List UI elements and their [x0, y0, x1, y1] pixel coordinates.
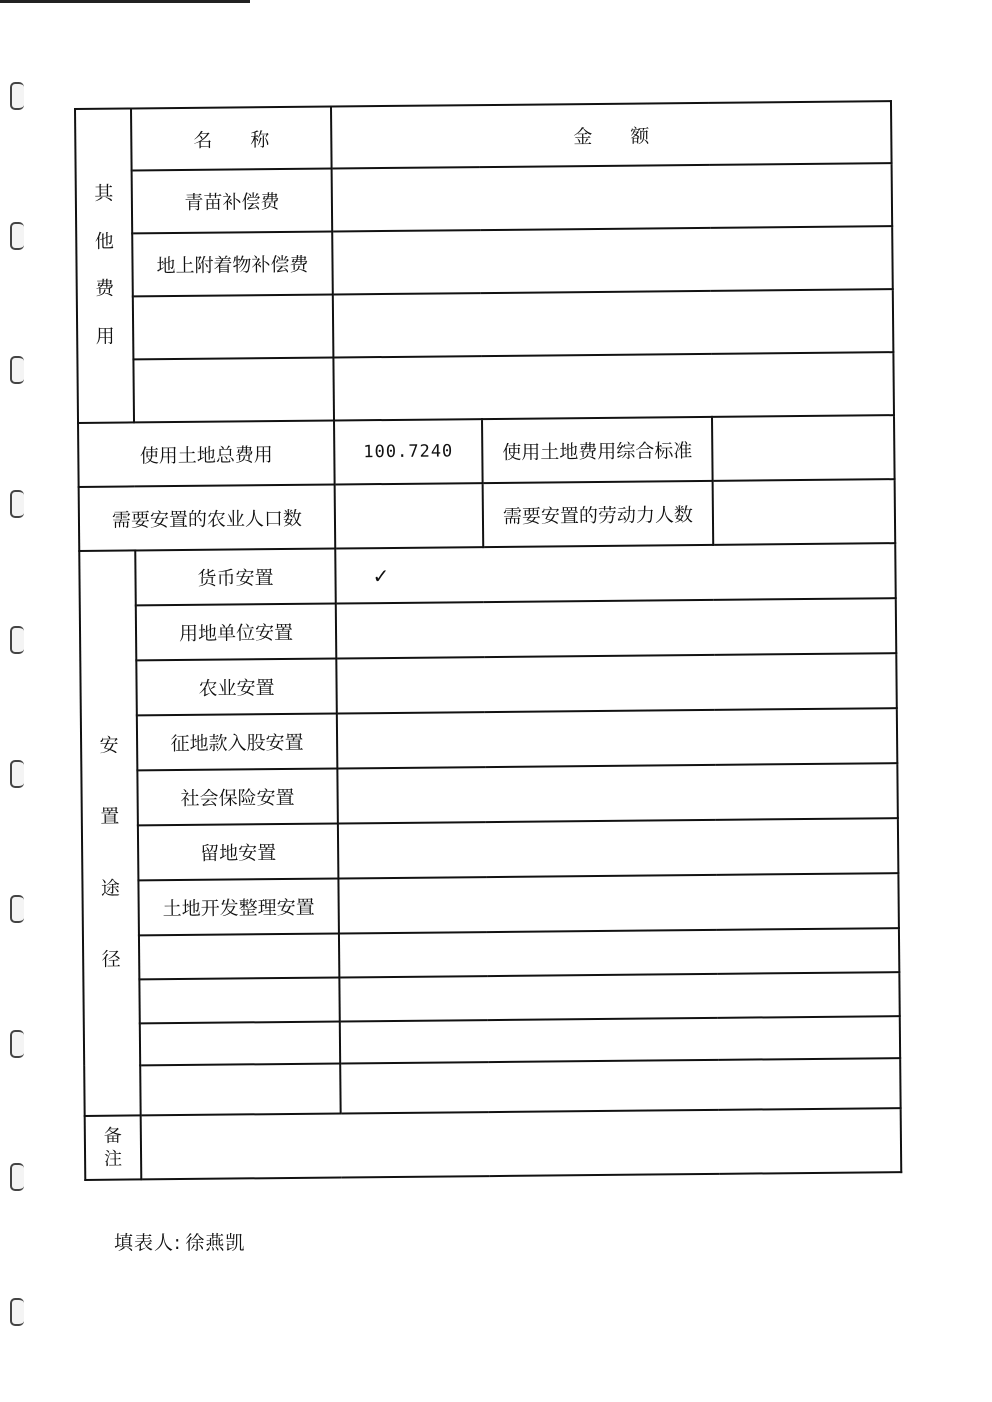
binder-hole [10, 895, 24, 923]
total-land-fee-value[interactable]: 100.7240 [334, 419, 483, 484]
binder-hole [10, 82, 24, 110]
table-row [76, 163, 893, 234]
resettlement-check-cell[interactable] [340, 1016, 900, 1063]
filler-name: 徐燕凯 [185, 1232, 246, 1254]
resettlement-check-cell[interactable] [339, 928, 899, 977]
total-land-fee-label: 使用土地总费用 [78, 421, 335, 487]
resettlement-check-cell[interactable] [338, 873, 899, 933]
remarks-row [85, 1108, 902, 1180]
labor-count-value[interactable] [713, 479, 896, 545]
table-row [81, 763, 898, 826]
resettlement-name-cell[interactable] [140, 1021, 340, 1065]
form-filler [110, 1228, 245, 1255]
farm-population-value[interactable] [335, 483, 484, 548]
resettlement-check-cell[interactable]: ✓ [335, 543, 896, 603]
resettlement-name-cell: 用地单位安置 [136, 604, 337, 661]
resettlement-check-cell[interactable] [339, 972, 899, 1021]
binder-hole [10, 760, 24, 788]
resettlement-name-cell: 留地安置 [138, 823, 339, 880]
filler-label: 填表人: [114, 1232, 182, 1254]
table-row [77, 289, 894, 360]
resettlement-check-cell[interactable] [338, 818, 899, 878]
table-row [77, 352, 894, 423]
table-row [82, 818, 899, 881]
fee-amount-cell[interactable] [333, 352, 894, 420]
amount-column-header: 金 额 [331, 101, 892, 168]
resettlement-check-cell[interactable] [340, 1058, 900, 1113]
binder-hole [10, 356, 24, 384]
resettlement-name-cell[interactable] [140, 1063, 340, 1115]
form-table [74, 100, 902, 1181]
table-row [80, 653, 897, 716]
labor-count-label: 需要安置的劳动力人数 [483, 481, 714, 547]
fee-amount-cell[interactable] [333, 289, 894, 357]
resettlement-name-cell: 社会保险安置 [137, 769, 338, 826]
name-column-header: 名 称 [131, 107, 332, 171]
resettlement-check-cell[interactable] [337, 763, 898, 823]
resettlement-check-cell[interactable] [336, 598, 897, 658]
resettlement-name-cell[interactable] [139, 977, 339, 1023]
summary-row [78, 415, 895, 487]
resettlement-name-cell[interactable] [139, 933, 339, 979]
other-fees-header-row [75, 101, 892, 171]
remarks-value[interactable] [141, 1108, 902, 1179]
scan-edge-line [0, 0, 250, 3]
standard-fee-label: 使用土地费用综合标准 [482, 417, 713, 483]
fee-amount-cell[interactable] [332, 226, 893, 294]
binder-hole [10, 222, 24, 250]
fee-name-cell: 地上附着物补偿费 [132, 232, 333, 297]
resettlement-name-cell: 征地款入股安置 [137, 714, 338, 771]
binder-hole [10, 626, 24, 654]
remarks-label: 备 注 [85, 1115, 142, 1180]
binder-hole [10, 1298, 24, 1326]
other-fees-section-label: 其 他 费 用 [75, 108, 134, 423]
fee-amount-cell[interactable] [332, 163, 893, 231]
table-row [83, 928, 899, 980]
fee-name-cell: 青苗补偿费 [132, 169, 333, 234]
summary-row [79, 479, 896, 551]
resettlement-section-label: 安 置 途 径 [79, 550, 140, 1116]
fee-name-cell[interactable] [133, 295, 334, 360]
table-row [81, 708, 898, 771]
resettlement-name-cell: 货币安置 [135, 549, 336, 606]
fee-name-cell[interactable] [133, 358, 334, 423]
resettlement-check-cell[interactable] [337, 708, 898, 768]
resettlement-name-cell: 土地开发整理安置 [138, 878, 339, 935]
resettlement-name-cell: 农业安置 [136, 659, 337, 716]
resettlement-check-cell[interactable] [336, 653, 897, 713]
farm-population-label: 需要安置的农业人口数 [79, 485, 336, 551]
table-row [79, 543, 896, 606]
binder-hole [10, 1163, 24, 1191]
table-row [83, 972, 899, 1024]
binder-hole [10, 1030, 24, 1058]
binder-hole [10, 490, 24, 518]
table-row [76, 226, 893, 297]
table-row [84, 1058, 900, 1116]
standard-fee-value[interactable] [712, 415, 895, 481]
table-row [80, 598, 897, 661]
table-row [82, 873, 899, 936]
land-fee-form [74, 100, 900, 1181]
